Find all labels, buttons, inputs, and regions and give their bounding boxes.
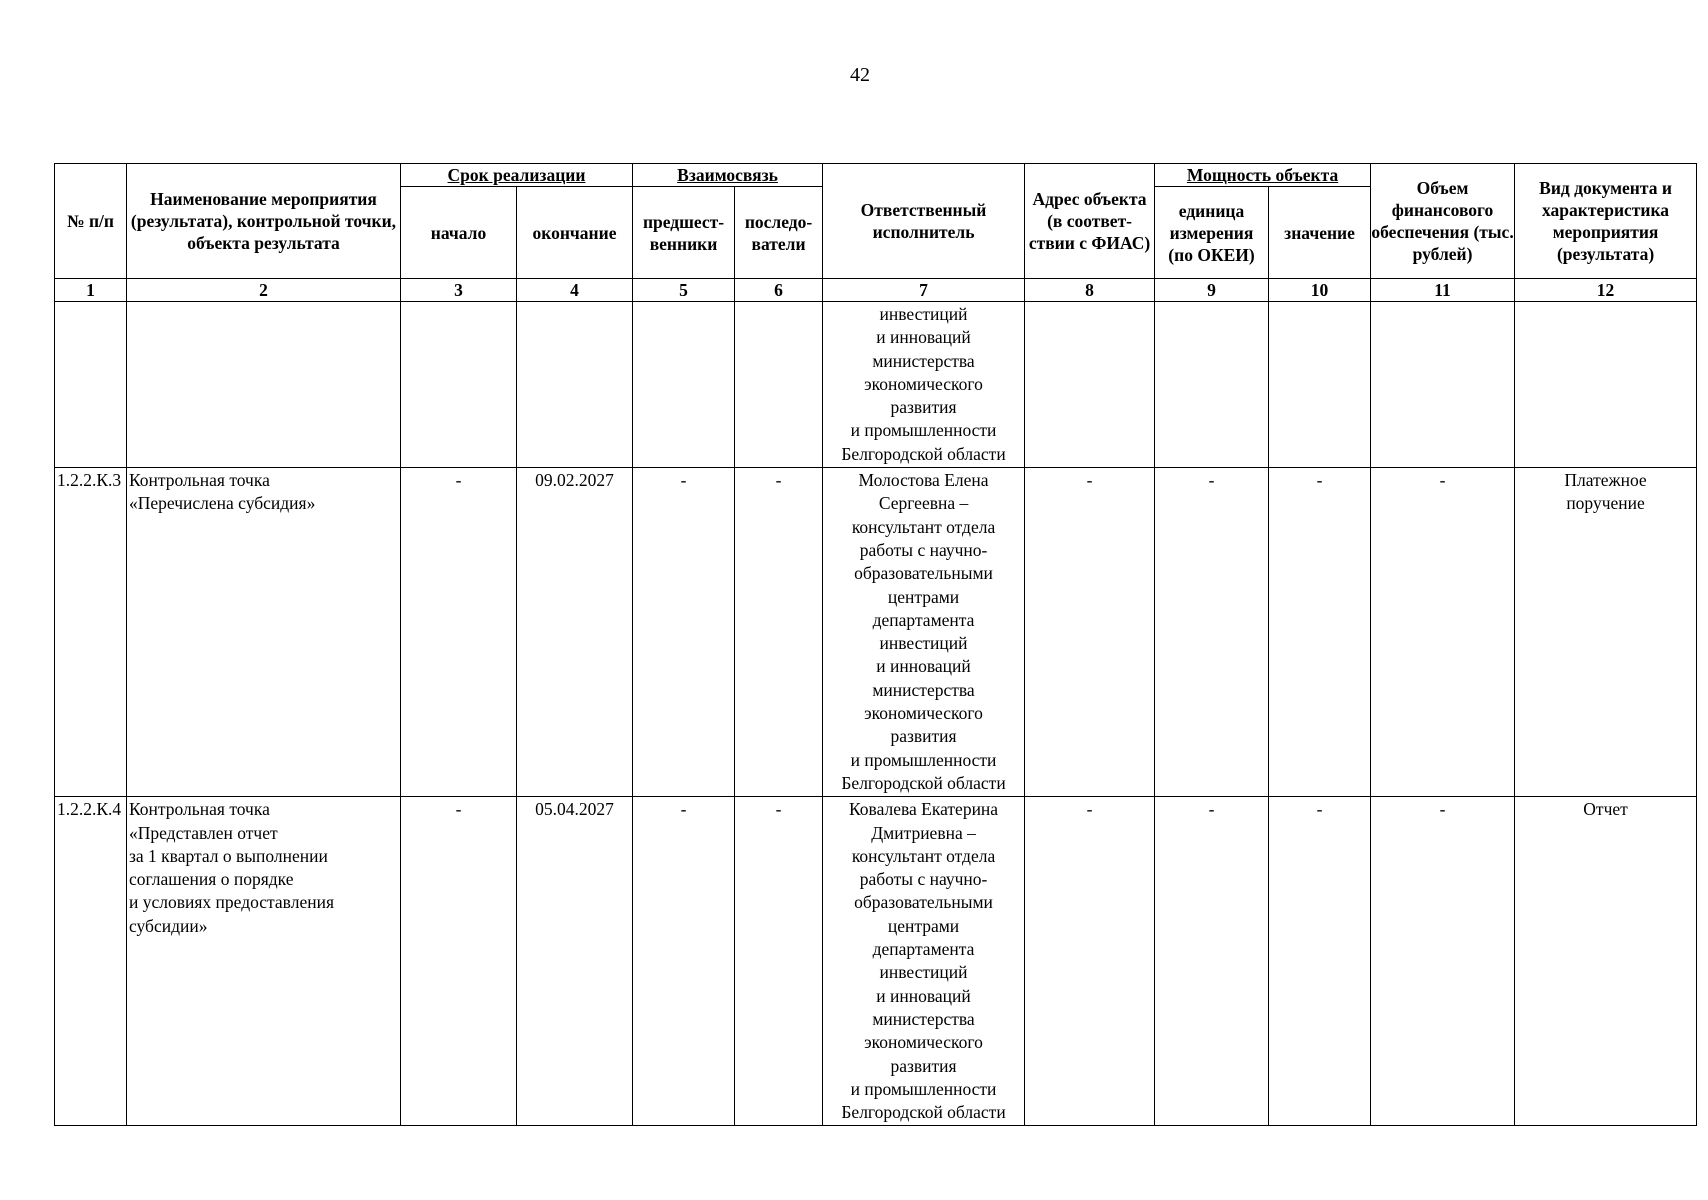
header-value: значение [1269, 187, 1371, 279]
column-number-row [55, 279, 1697, 302]
header-end: окончание [517, 187, 633, 279]
row-unit [1155, 302, 1269, 468]
header-finance: Объем финансового обеспечения (тыс. рублей) [1371, 164, 1515, 279]
row-start [401, 302, 517, 468]
row-start: - [401, 797, 517, 1126]
row-address: - [1025, 468, 1155, 797]
header-group-power: Мощность объекта [1155, 164, 1371, 187]
table-row [55, 797, 1697, 1126]
row-pred [633, 302, 735, 468]
row-value: - [1269, 468, 1371, 797]
col-number: 5 [633, 279, 735, 302]
row-name: Контрольная точка «Представлен отчет за 1 квартал о выполнении соглашения о порядке и условиях предоставления субсидии» [127, 797, 401, 1126]
header-pred: предшест-венники [633, 187, 735, 279]
table-body [55, 302, 1697, 1126]
row-id: 1.2.2.К.4 [55, 797, 127, 1126]
row-unit: - [1155, 468, 1269, 797]
row-finance: - [1371, 468, 1515, 797]
row-responsible: Ковалева Екатерина Дмитриевна – консультант отдела работы с научно- образовательными центрами департамента инвестиций и инноваций министерства экономического развития и промышленности Белгородской области [823, 797, 1025, 1126]
row-doc: Отчет [1515, 797, 1697, 1126]
col-number: 10 [1269, 279, 1371, 302]
row-value: - [1269, 797, 1371, 1126]
table-row [55, 302, 1697, 468]
row-succ: - [735, 468, 823, 797]
row-succ [735, 302, 823, 468]
row-address [1025, 302, 1155, 468]
col-number: 6 [735, 279, 823, 302]
header-unit: единица измерения (по ОКЕИ) [1155, 187, 1269, 279]
table-row [55, 468, 1697, 797]
col-number: 11 [1371, 279, 1515, 302]
col-number: 9 [1155, 279, 1269, 302]
col-number: 12 [1515, 279, 1697, 302]
header-name: Наименование мероприятия (результата), контрольной точки, объекта результата [127, 164, 401, 279]
row-succ: - [735, 797, 823, 1126]
header-group-link: Взаимосвязь [633, 164, 823, 187]
row-finance [1371, 302, 1515, 468]
row-doc [1515, 302, 1697, 468]
row-responsible: инвестиций и инноваций министерства экономического развития и промышленности Белгородской области [823, 302, 1025, 468]
header-group-term: Срок реализации [401, 164, 633, 187]
row-end: 05.04.2027 [517, 797, 633, 1126]
row-name [127, 302, 401, 468]
header-start: начало [401, 187, 517, 279]
row-id [55, 302, 127, 468]
row-finance: - [1371, 797, 1515, 1126]
row-id: 1.2.2.К.3 [55, 468, 127, 797]
row-address: - [1025, 797, 1155, 1126]
row-unit: - [1155, 797, 1269, 1126]
col-number: 4 [517, 279, 633, 302]
row-start: - [401, 468, 517, 797]
row-end [517, 302, 633, 468]
row-value [1269, 302, 1371, 468]
header-doc: Вид документа и характеристика мероприятия (результата) [1515, 164, 1697, 279]
col-number: 8 [1025, 279, 1155, 302]
row-end: 09.02.2027 [517, 468, 633, 797]
col-number: 2 [127, 279, 401, 302]
header-address: Адрес объекта (в соответ-ствии с ФИАС) [1025, 164, 1155, 279]
row-responsible: Молостова Елена Сергеевна – консультант отдела работы с научно- образовательными центрами департамента инвестиций и инноваций министерства экономического развития и промышленности Белгородской области [823, 468, 1025, 797]
row-pred: - [633, 797, 735, 1126]
col-number: 7 [823, 279, 1025, 302]
header-succ: последо-ватели [735, 187, 823, 279]
row-name: Контрольная точка «Перечислена субсидия» [127, 468, 401, 797]
row-doc: Платежное поручение [1515, 468, 1697, 797]
header-responsible: Ответственный исполнитель [823, 164, 1025, 279]
page-number: 42 [850, 64, 870, 86]
plan-table [54, 163, 1697, 1126]
header-num: № п/п [55, 164, 127, 279]
col-number: 3 [401, 279, 517, 302]
row-pred: - [633, 468, 735, 797]
col-number: 1 [55, 279, 127, 302]
table-header [55, 164, 1697, 302]
